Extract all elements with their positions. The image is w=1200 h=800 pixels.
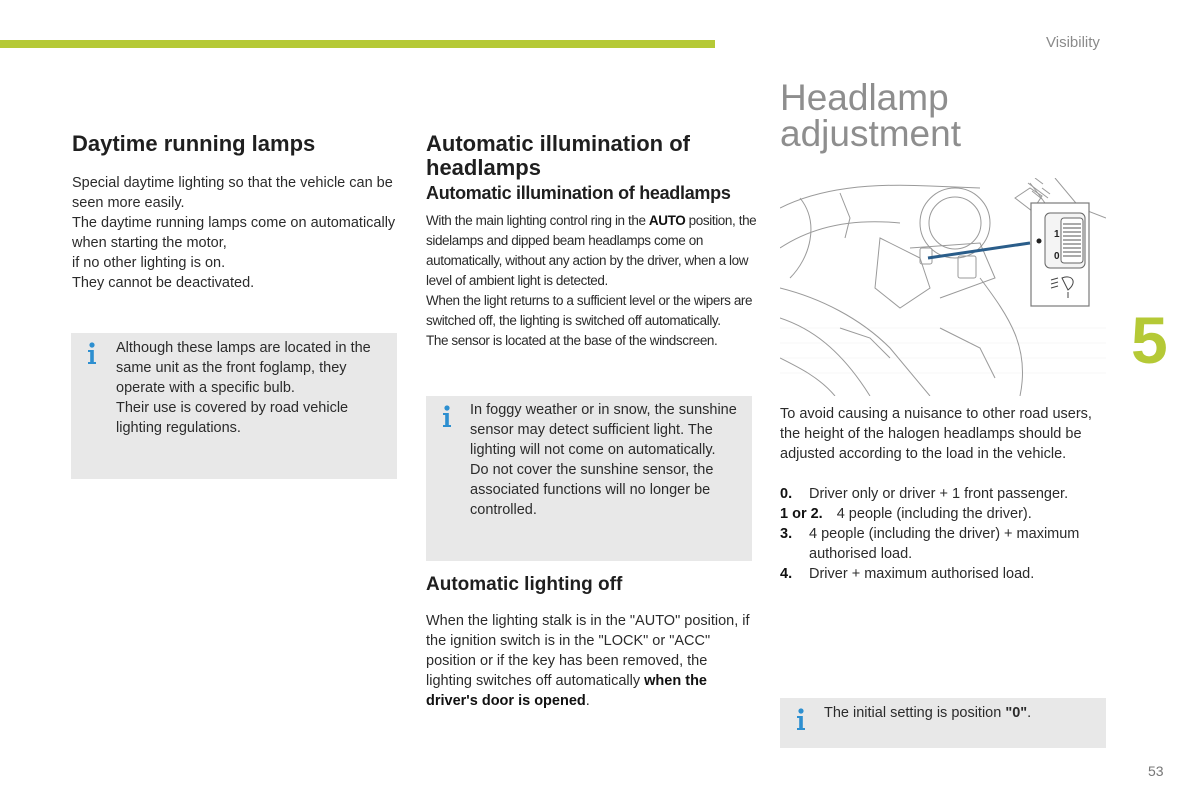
headlamp-adjustment-intro: To avoid causing a nuisance to other road users, the height of the halogen headlamps should be adjusted according to the load in the vehicle. [780,406,1092,462]
info-line: In foggy weather or in snow, the sunshine sensor may detect sufficient light. The lighting will not come on automatically. [470,402,737,458]
list-item: 0. Driver only or driver + 1 front passenger. [780,486,1069,502]
automatic-lighting-off-text [426,611,756,711]
headlamp-adjustment-title: Headlamp adjustment [780,77,961,154]
info-line: Do not cover the sunshine sensor, the associated functions will no longer be controlled. [470,462,714,518]
info-text [116,338,391,438]
figure-label-1: 1 [1054,229,1060,240]
automatic-lighting-off-title: Automatic lighting off [426,574,623,595]
paragraph: The sensor is located at the base of the windscreen. [426,333,718,348]
paragraph: Special daytime lighting so that the vehicle can be seen more easily. [72,175,393,211]
paragraph: With the main lighting control ring in the AUTO position, the sidelamps and dipped beam headlamps come on automatically, without any action by the driver, when a low level of ambient light is detected. [426,213,757,288]
info-text [824,703,1094,723]
info-box-initial-setting [780,698,1106,748]
list-item: 4. Driver + maximum authorised load. [780,566,1035,582]
paragraph: They cannot be deactivated. [72,275,255,291]
info-icon [85,341,99,367]
paragraph: When the lighting stalk is in the "AUTO" position, if the ignition switch is in the "LOCK" or "ACC" position or if the key has been removed, the lighting switches off automatically when the driver's door is opened. [426,613,750,709]
info-box-daytime [71,333,397,479]
section-name: Visibility [1046,34,1100,51]
paragraph: if no other lighting is on. [72,255,226,271]
paragraph: When the light returns to a sufficient level or the wipers are switched off, the lighting is switched off automatically. [426,293,753,328]
info-box-sensor [426,396,752,561]
figure-label-0: 0 [1054,251,1060,262]
list-item: 1 or 2. 4 people (including the driver). [780,506,1032,522]
info-icon [794,707,808,733]
automatic-illumination-title: Automatic illumination of headlamps [426,131,690,180]
list-item: 3. 4 people (including the driver) + maximum authorised load. [780,526,1080,562]
headlamp-adjustment-figure [780,178,1106,396]
daytime-running-lamps-title: Daytime running lamps [72,131,316,156]
info-line: Although these lamps are located in the same unit as the front foglamp, they operate with a specific bulb. [116,340,371,396]
page-number: 53 [1148,763,1164,779]
accent-bar [0,40,715,48]
info-line: Their use is covered by road vehicle lighting regulations. [116,400,349,436]
paragraph: The daytime running lamps come on automatically when starting the motor, [72,215,396,251]
info-icon [440,404,454,430]
chapter-number: 5 [1131,303,1168,377]
automatic-illumination-subtitle: Automatic illumination of headlamps [426,183,731,203]
headlamp-position-list [780,484,1110,584]
info-text [470,400,740,520]
daytime-running-lamps-text [72,173,407,293]
automatic-illumination-text [426,211,758,351]
info-line: The initial setting is position "0". [824,705,1032,721]
